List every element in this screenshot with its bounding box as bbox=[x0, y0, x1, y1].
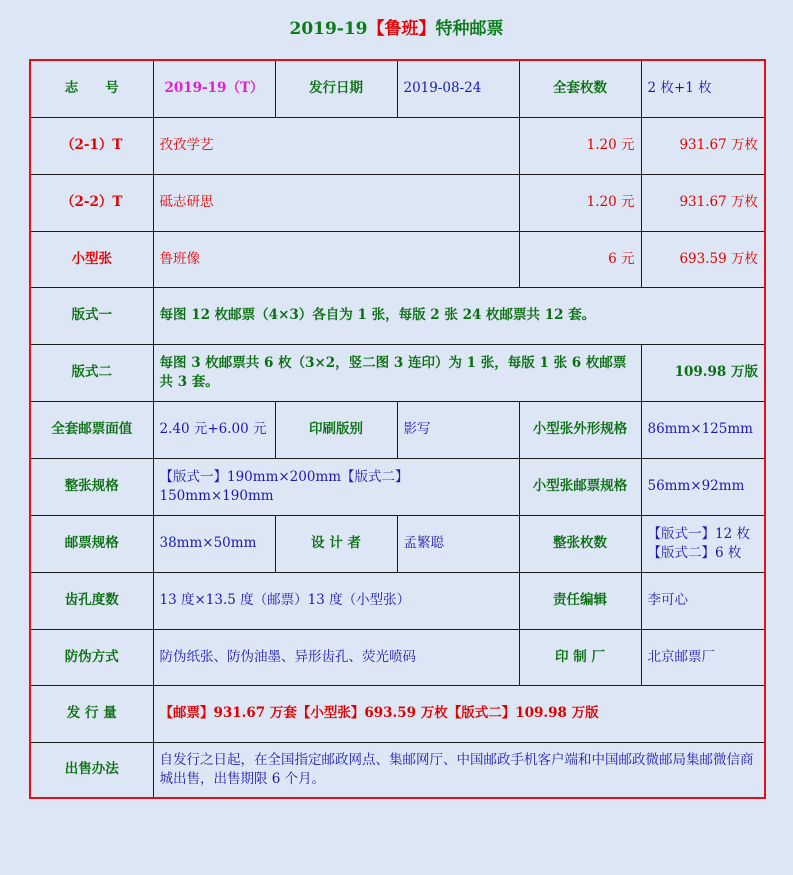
value-print-method: 影写 bbox=[397, 401, 519, 458]
format-2-quantity: 109.98 万版 bbox=[641, 344, 765, 401]
title-suffix: 特种邮票 bbox=[435, 19, 504, 39]
table-row bbox=[30, 458, 765, 515]
value-face-total: 2.40 元+6.00 元 bbox=[153, 401, 275, 458]
label-sheetlet-stamp-size: 小型张邮票规格 bbox=[519, 458, 641, 515]
stamp-info-table bbox=[29, 59, 766, 799]
label-zhihao: 志 号 bbox=[30, 60, 153, 117]
value-designer: 孟繁聪 bbox=[397, 515, 519, 572]
label-stamp-size: 邮票规格 bbox=[30, 515, 153, 572]
stamp-2-name: 砥志研思 bbox=[153, 174, 519, 231]
table-row bbox=[30, 515, 765, 572]
sheetlet-face-value: 6 元 bbox=[519, 231, 641, 287]
table-row bbox=[30, 401, 765, 458]
value-sheet-size: 【版式一】190mm×200mm【版式二】150mm×190mm bbox=[153, 458, 519, 515]
table-row bbox=[30, 174, 765, 231]
label-sheet-size: 整张规格 bbox=[30, 458, 153, 515]
label-format-2: 版式二 bbox=[30, 344, 153, 401]
table-row bbox=[30, 287, 765, 344]
stamp-2-quantity: 931.67 万枚 bbox=[641, 174, 765, 231]
stamp-1-face-value: 1.20 元 bbox=[519, 117, 641, 174]
sheetlet-quantity: 693.59 万枚 bbox=[641, 231, 765, 287]
value-sheet-count bbox=[641, 515, 765, 572]
value-format-2: 每图 3 枚邮票共 6 枚（3×2，竖二图 3 连印）为 1 张，每版 1 张 6 枚邮票共 3 套。 bbox=[153, 344, 641, 401]
value-printer: 北京邮票厂 bbox=[641, 629, 765, 685]
sheet-count-line-2: 【版式二】6 枚 bbox=[647, 544, 742, 561]
label-designer: 设 计 者 bbox=[275, 515, 397, 572]
label-printer: 印 制 厂 bbox=[519, 629, 641, 685]
value-format-1: 每图 12 枚邮票（4×3）各自为 1 张，每版 2 张 24 枚邮票共 12 套。 bbox=[153, 287, 765, 344]
label-set-count: 全套枚数 bbox=[519, 60, 641, 117]
stamp-2-face-value: 1.20 元 bbox=[519, 174, 641, 231]
sheetlet-name: 鲁班像 bbox=[153, 231, 519, 287]
label-perforation: 齿孔度数 bbox=[30, 572, 153, 629]
title-prefix: 2019-19 bbox=[289, 19, 368, 39]
value-zhihao: 2019-19（T） bbox=[153, 60, 275, 117]
label-issue-volume: 发 行 量 bbox=[30, 685, 153, 742]
table-row bbox=[30, 344, 765, 401]
label-sheet-count: 整张枚数 bbox=[519, 515, 641, 572]
table-row bbox=[30, 629, 765, 685]
stamp-1-name: 孜孜学艺 bbox=[153, 117, 519, 174]
label-sales-method: 出售办法 bbox=[30, 742, 153, 798]
value-sales-method: 自发行之日起，在全国指定邮政网点、集邮网厅、中国邮政手机客户端和中国邮政微邮局集邮微信商城出售，出售期限 6 个月。 bbox=[153, 742, 765, 798]
table-row bbox=[30, 742, 765, 798]
value-anti-counterfeit: 防伪纸张、防伪油墨、异形齿孔、荧光喷码 bbox=[153, 629, 519, 685]
value-sheetlet-stamp-size: 56mm×92mm bbox=[641, 458, 765, 515]
value-set-count: 2 枚+1 枚 bbox=[641, 60, 765, 117]
stamp-1-quantity: 931.67 万枚 bbox=[641, 117, 765, 174]
value-editor: 李可心 bbox=[641, 572, 765, 629]
value-stamp-size: 38mm×50mm bbox=[153, 515, 275, 572]
label-sheetlet: 小型张 bbox=[30, 231, 153, 287]
label-print-method: 印刷版别 bbox=[275, 401, 397, 458]
label-issue-date: 发行日期 bbox=[275, 60, 397, 117]
table-row bbox=[30, 685, 765, 742]
table-row bbox=[30, 60, 765, 117]
label-anti-counterfeit: 防伪方式 bbox=[30, 629, 153, 685]
value-perforation: 13 度×13.5 度（邮票）13 度（小型张） bbox=[153, 572, 519, 629]
label-stamp-2: （2-2）T bbox=[30, 174, 153, 231]
value-sheetlet-size: 86mm×125mm bbox=[641, 401, 765, 458]
value-issue-volume: 【邮票】931.67 万套【小型张】693.59 万枚【版式二】109.98 万版 bbox=[153, 685, 765, 742]
label-format-1: 版式一 bbox=[30, 287, 153, 344]
table-row bbox=[30, 231, 765, 287]
label-face-total: 全套邮票面值 bbox=[30, 401, 153, 458]
table-row bbox=[30, 572, 765, 629]
sheet-count-line-1: 【版式一】12 枚 bbox=[647, 525, 750, 542]
label-stamp-1: （2-1）T bbox=[30, 117, 153, 174]
title-name: 【鲁班】 bbox=[367, 19, 436, 39]
label-editor: 责任编辑 bbox=[519, 572, 641, 629]
value-issue-date: 2019-08-24 bbox=[397, 60, 519, 117]
table-row bbox=[30, 117, 765, 174]
label-sheetlet-size: 小型张外形规格 bbox=[519, 401, 641, 458]
page-title bbox=[0, 14, 793, 39]
